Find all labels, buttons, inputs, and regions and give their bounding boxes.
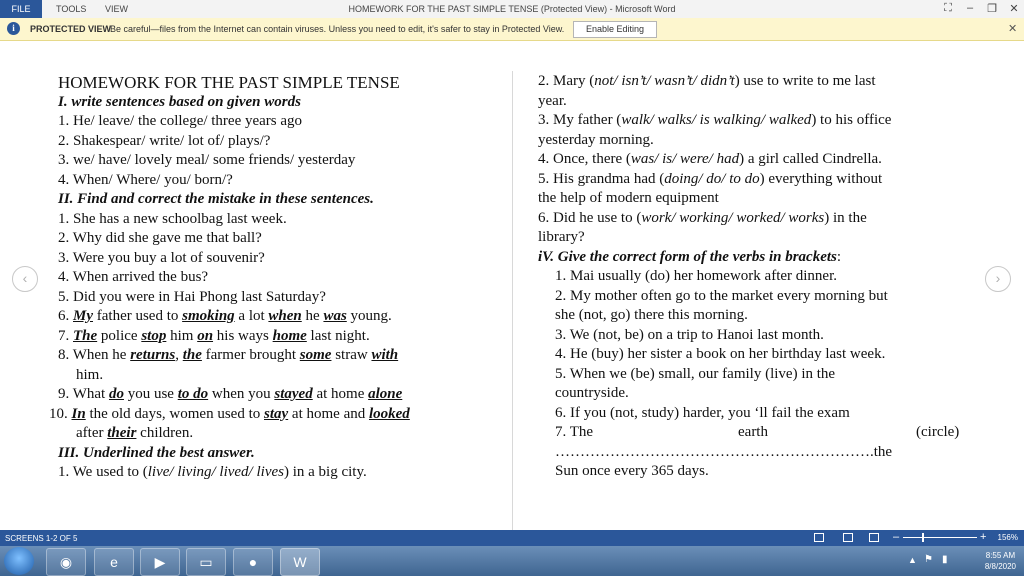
taskbar	[0, 546, 1024, 576]
clock-date: 8/8/2020	[984, 562, 1016, 571]
tools-menu[interactable]: TOOLS	[56, 4, 87, 14]
exercise-line: 4. When/ Where/ you/ born/?	[58, 171, 233, 188]
exercise-line: 1. Mai usually (do) her homework after dinner.	[555, 268, 838, 284]
zoom-slider[interactable]	[903, 537, 977, 538]
exercise-line-continued: the help of modern equipment	[538, 190, 719, 206]
exercise-line: 3. we/ have/ lovely meal/ some friends/ yesterday	[58, 152, 356, 168]
exercise-line: 3. Were you buy a lot of souvenir?	[58, 249, 265, 266]
exercise-line-continued: Sun once every 365 days.	[555, 463, 709, 479]
exercise-line: 2. Why did she gave me that ball?	[58, 230, 262, 246]
left-page	[49, 73, 478, 483]
exercise-line: 2. My mother often go to the market every morning but	[555, 287, 888, 304]
zoom-app-icon[interactable]: ●	[233, 548, 273, 576]
window-title: HOMEWORK FOR THE PAST SIMPLE TENSE (Protected View) - Microsoft Word	[348, 4, 676, 14]
exercise-line: 8. When he returns, the farmer brought some straw with	[58, 347, 399, 363]
view-menu[interactable]: VIEW	[105, 4, 129, 14]
exercise-line: 3. My father (walk/ walks/ is walking/ walked) to his office	[538, 112, 892, 128]
protected-view-label: PROTECTED VIEW	[30, 24, 112, 34]
protected-view-bar	[0, 18, 1024, 41]
exercise-line: 9. What do you use to do when you stayed at home alone	[58, 386, 403, 402]
exercise-line-continued: him.	[76, 366, 104, 383]
exercise-line: 4. He (buy) her sister a book on her birthday last week.	[555, 346, 886, 362]
status-bar	[0, 530, 1024, 546]
action-center-icon[interactable]: ⚑	[924, 554, 933, 565]
section-heading: II. Find and correct the mistake in these sentences.	[58, 191, 374, 207]
exercise-line: 4. Once, there (was/ is/ were/ had) a girl called Cindrella.	[538, 151, 882, 167]
enable-editing-button[interactable]: Enable Editing	[573, 21, 657, 38]
exercise-line-continued: yesterday morning.	[538, 131, 654, 148]
exercise-line: 10. In the old days, women used to stay at home and looked	[49, 405, 410, 422]
next-page-icon[interactable]: ›	[985, 266, 1011, 292]
exercise-line: 3. We (not, be) on a trip to Hanoi last month.	[555, 326, 824, 343]
close-bar-icon[interactable]: ✕	[1008, 23, 1018, 35]
start-button-icon[interactable]	[4, 547, 34, 575]
exercise-line: 4. When arrived the bus?	[58, 269, 209, 285]
exercise-line-continued: ……………………………………………………….the	[555, 443, 893, 460]
page-count: SCREENS 1-2 OF 5	[5, 534, 78, 543]
info-icon: i	[7, 22, 20, 35]
title-bar	[0, 0, 1024, 19]
zoom-slider-thumb[interactable]	[922, 533, 924, 542]
network-icon[interactable]: ▮	[942, 554, 948, 565]
clock-time: 8:55 AM	[985, 551, 1016, 560]
exercise-line: 5. When we (be) small, our family (live) in the	[555, 365, 836, 382]
exercise-line: 2. Mary (not/ isn’t/ wasn’t/ didn’t) use to write to me last	[538, 73, 876, 89]
zoom-in-icon[interactable]: +	[980, 531, 987, 543]
protected-view-message: Be careful—files from the Internet can contain viruses. Unless you need to edit, it's safer to stay in Protected View.	[110, 24, 565, 34]
exercise-line: 1. He/ leave/ the college/ three years ago	[58, 113, 303, 129]
exercise-line: 5. His grandma had (doing/ do/ to do) everything without	[538, 170, 883, 187]
document-area	[0, 41, 1024, 527]
fullscreen-icon[interactable]: ⛶	[944, 2, 952, 14]
chrome-icon[interactable]: ◉	[46, 548, 86, 576]
exercise-line: 6. Did he use to (work/ working/ worked/ works) in the	[538, 209, 867, 226]
exercise-line: 6. If you (not, study) harder, you ‘ll fail the exam	[555, 404, 850, 421]
minimize-icon[interactable]: –	[966, 2, 974, 14]
close-icon[interactable]: ✕	[1009, 3, 1019, 15]
clock[interactable]	[985, 550, 1016, 572]
exercise-line: 6. My father used to smoking a lot when he was young.	[58, 308, 392, 324]
web-layout-icon[interactable]	[869, 533, 879, 542]
exercise-line: 1. She has a new schoolbag last week.	[58, 210, 287, 227]
document-title: HOMEWORK FOR THE PAST SIMPLE TENSE	[58, 73, 400, 92]
exercise-line: 5. Did you were in Hai Phong last Saturday?	[58, 288, 326, 305]
exercise-line: 7. The police stop him on his ways home last night.	[58, 327, 370, 344]
tray-expand-icon[interactable]: ▲	[908, 555, 917, 565]
zoom-out-icon[interactable]: –	[893, 531, 900, 543]
previous-page-icon[interactable]: ‹	[12, 266, 38, 292]
exercise-line: 7. The earth (circle)	[555, 424, 960, 440]
zoom-level[interactable]: 156%	[997, 533, 1018, 542]
restore-icon[interactable]: ❐	[987, 3, 997, 15]
section-heading: iV. Give the correct form of the verbs in brackets:	[538, 248, 842, 265]
right-page	[538, 72, 968, 482]
print-layout-icon[interactable]	[843, 533, 853, 542]
exercise-line-continued: countryside.	[555, 385, 629, 401]
file-explorer-icon[interactable]: ▭	[186, 548, 226, 576]
page-divider	[512, 71, 513, 531]
exercise-line: 1. We used to (live/ living/ lived/ lives) in a big city.	[58, 464, 367, 480]
read-mode-icon[interactable]	[814, 533, 824, 542]
file-menu[interactable]: FILE	[0, 0, 42, 18]
section-heading: III. Underlined the best answer.	[58, 444, 255, 461]
internet-explorer-icon[interactable]: e	[94, 548, 134, 576]
exercise-line-continued: she (not, go) there this morning.	[555, 307, 748, 323]
word-icon[interactable]: W	[280, 548, 320, 576]
exercise-line: 2. Shakespear/ write/ lot of/ plays/?	[58, 132, 271, 149]
exercise-line-continued: after their children.	[76, 425, 194, 441]
media-player-icon[interactable]: ▶	[140, 548, 180, 576]
section-heading: I. write sentences based on given words	[58, 93, 301, 110]
exercise-line-continued: year.	[538, 92, 567, 109]
exercise-line-continued: library?	[538, 229, 585, 245]
